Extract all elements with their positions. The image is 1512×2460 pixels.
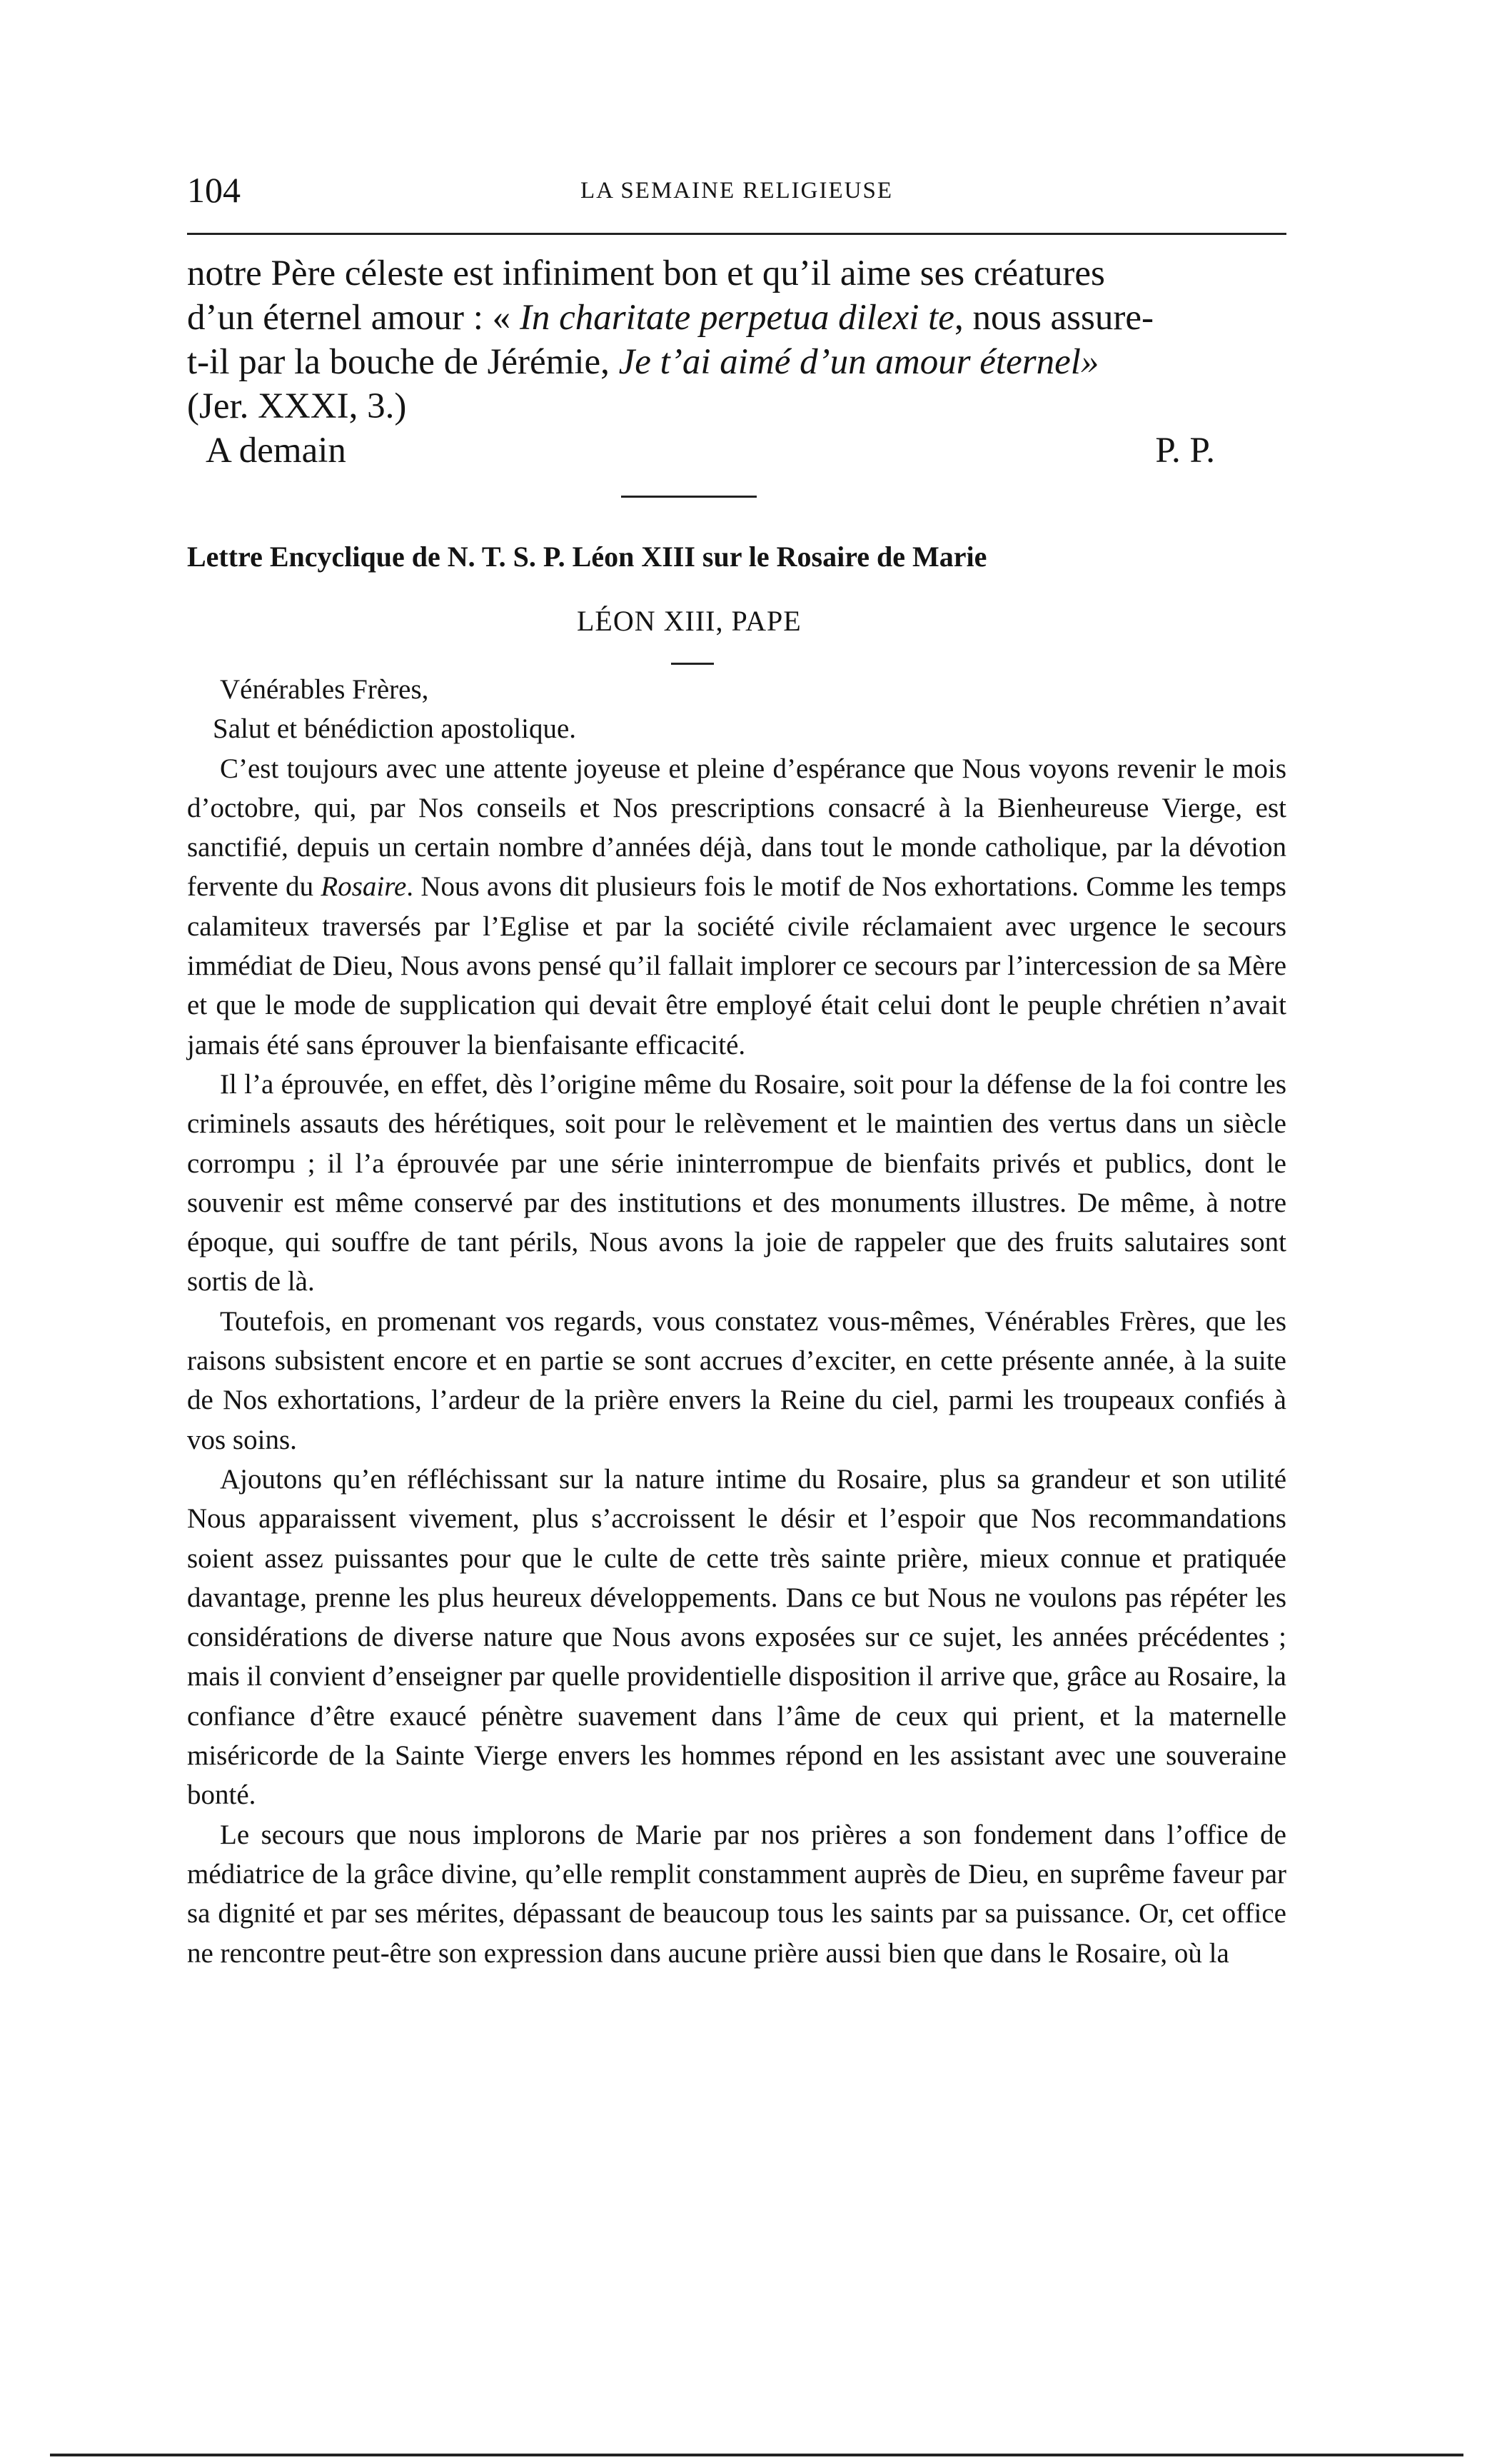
encyclical-author: LÉON XIII, PAPE [577,605,802,637]
greeting: Salut et bénédiction apostolique. [213,713,577,745]
running-title: LA SEMAINE RELIGIEUSE [580,178,893,204]
text-line: notre Père céleste est infiniment bon et qu’il aime ses créatures [187,253,1105,293]
page-header [187,169,1286,211]
paragraph: Il l’a éprouvée, en effet, dès l’origine même du Rosaire, soit pour la défense de la foi contre les criminels assauts des hérétiques, soit pour le relèvement et le maintien des vertus dans un siècle corrompu ; il l’a éprouvée par une série ininterrompue de bienfaits privés et publics, dont le souvenir est même conservé par des institutions et des monuments illustres. De même, à notre époque, qui souffre de tant périls, Nous avons la joie de rappeler que des fruits salutaires sont sortis de là. [187,1068,1286,1297]
previous-article-ending [187,251,1286,473]
author-initials: P. P. [1155,431,1215,471]
french-quote: Je t’ai aimé d’un amour éternel» [618,342,1099,382]
page-number: 104 [187,170,241,210]
encyclical-title: Lettre Encyclique de N. T. S. P. Léon XIII sur le Rosaire de Marie [187,541,987,573]
paragraph: Ajoutons qu’en réfléchissant sur la nature intime du Rosaire, plus sa grandeur et son utilité Nous apparaissent vivement, plus s’accroissent le désir et l’espoir que Nos recommandations soient assez puissantes pour que le culte de cette très sainte prière, mieux connue et pratiquée davantage, prenne les plus heureux développements. Dans ce but Nous ne voulons pas répéter les considérations de diverse nature que Nous avons exposées sur ce sujet, les années précédentes ; mais il convient d’enseigner par quelle providentielle disposition il arrive que, grâce au Rosaire, la confiance d’être exaucé pénètre suavement dans l’âme de ceux qui prient, et la maternelle miséricorde de la Sainte Vierge envers les hommes répond en les assistant avec une souveraine bonté. [187,1463,1286,1811]
latin-quote: In charitate perpetua dilexi te [519,298,954,338]
text-line: t-il par la bouche de Jérémie, Je t’ai aimé d’un amour éternel» [187,342,1099,382]
salutation: Vénérables Frères, [220,674,429,705]
text-line: d’un éternel amour : « In charitate perpetua dilexi te, nous assure- [187,298,1154,338]
rosaire-italic: Rosaire [321,871,407,903]
sign-off [187,428,1286,473]
paragraph: C’est toujours avec une attente joyeuse et pleine d’espérance que Nous voyons revenir le mois d’octobre, qui, par Nos conseils et Nos prescriptions consacré à la Bienheureuse Vierge, est sanctifié, depuis un certain nombre d’années déjà, dans tout le monde catholique, par la dévotion fervente du Rosaire. Nous avons dit plusieurs fois le motif de Nos exhortations. Comme les temps calamiteux traversés par l’Eglise et par la société civile réclamaient avec urgence le secours immédiat de Dieu, Nous avons pensé qu’il fallait implorer ce secours par l’intercession de sa Mère et que le mode de supplication qui devait être employé était celui dont le peuple chrétien n’avait jamais été sans éprouver la bienfaisante efficacité. [187,753,1287,1060]
paragraph: Le secours que nous implorons de Marie par nos prières a son fondement dans l’office de médiatrice de la grâce divine, qu’elle remplit constamment auprès de Dieu, en suprême faveur par sa dignité et par ses mérites, dépassant de beaucoup tous les saints par sa puissance. Or, cet office ne rencontre peut-être son expression dans aucune prière aussi bien que dans le Rosaire, où la [187,1819,1286,1969]
author-rule [671,663,714,665]
page-bottom-edge [50,2454,1463,2456]
section-divider [621,496,757,498]
header-rule [187,233,1286,235]
closing-text: A demain [206,431,346,471]
paragraph: Toutefois, en promenant vos regards, vous constatez vous-mêmes, Vénérables Frères, que les raisons subsistent encore et en partie se sont accrues d’exciter, en cette présente année, à la suite de Nos exhortations, l’ardeur de la prière envers la Reine du ciel, parmi les troupeaux confiés à vos soins. [187,1305,1286,1455]
encyclical-body [187,670,1286,1973]
text-line: (Jer. XXXI, 3.) [187,386,407,426]
